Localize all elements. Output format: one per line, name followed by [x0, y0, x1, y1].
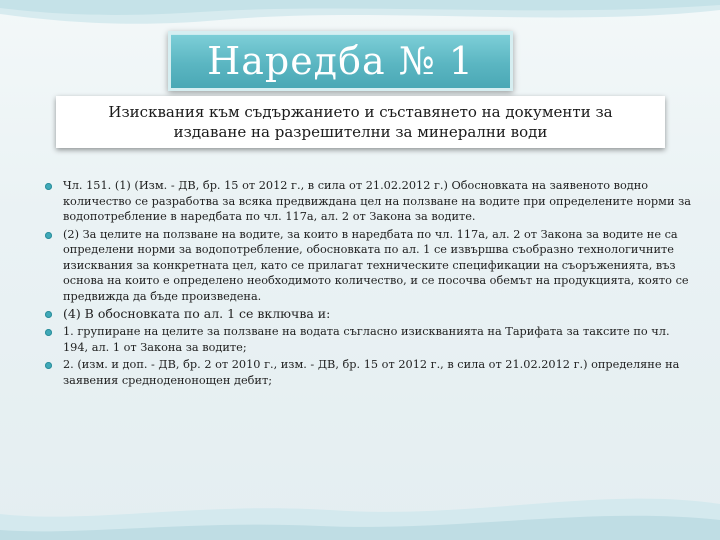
list-item-text: 1. групиране на целите за ползване на водата съгласно изискванията на Тарифата за таксите по чл. 194, ал. 1 от Закона за водите;	[63, 325, 670, 354]
list-item-text: (2) За целите на ползване на водите, за които в наредбата по чл. 117а, ал. 2 от Закона за водите не са определени норми за водопотребление, обосновката по ал. 1 се извършва съобразно технологичните изисквания за конкретната цел, като се прилагат техническите спецификации на съоръженията, въз основа на които е определено необходимото количество, и се посочва обемът на продукцията, която се предвижда да бъде произведена.	[63, 227, 689, 303]
list-item-text: Чл. 151. (1) (Изм. - ДВ, бр. 15 от 2012 г., в сила от 21.02.2012 г.) Обосновката на заявеното водно количество се разработва за всяка предвиждана цел на ползване на водите при определените норми за водопотребление в наредбата по чл. 117а, ал. 2 от Закона за водите.	[63, 179, 691, 223]
bullet-icon	[45, 183, 52, 190]
bullet-list	[42, 178, 692, 390]
bullet-icon	[45, 362, 52, 369]
list-item-text: (4) В обосновката по ал. 1 се включва и:	[63, 306, 331, 321]
bullet-icon	[45, 311, 52, 318]
bullet-icon	[45, 232, 52, 239]
list-item	[42, 178, 692, 225]
list-item	[42, 324, 692, 355]
bottom-wave-decoration	[0, 480, 720, 540]
subtitle-line-1: Изисквания към съдържанието и съставянето на документи за	[108, 103, 613, 121]
list-item	[42, 227, 692, 305]
subtitle	[108, 102, 612, 142]
list-item	[42, 306, 692, 322]
list-item	[42, 357, 692, 388]
subtitle-box	[56, 96, 665, 148]
bullet-icon	[45, 329, 52, 336]
page-title: Наредба № 1	[207, 39, 474, 83]
list-item-text: 2. (изм. и доп. - ДВ, бр. 2 от 2010 г., изм. - ДВ, бр. 15 от 2012 г., в сила от 21.02.2012 г.) определяне на заявения средноденонощен дебит;	[63, 358, 680, 387]
subtitle-line-2: издаване на разрешителни за минерални води	[173, 123, 548, 141]
title-banner	[168, 31, 513, 91]
